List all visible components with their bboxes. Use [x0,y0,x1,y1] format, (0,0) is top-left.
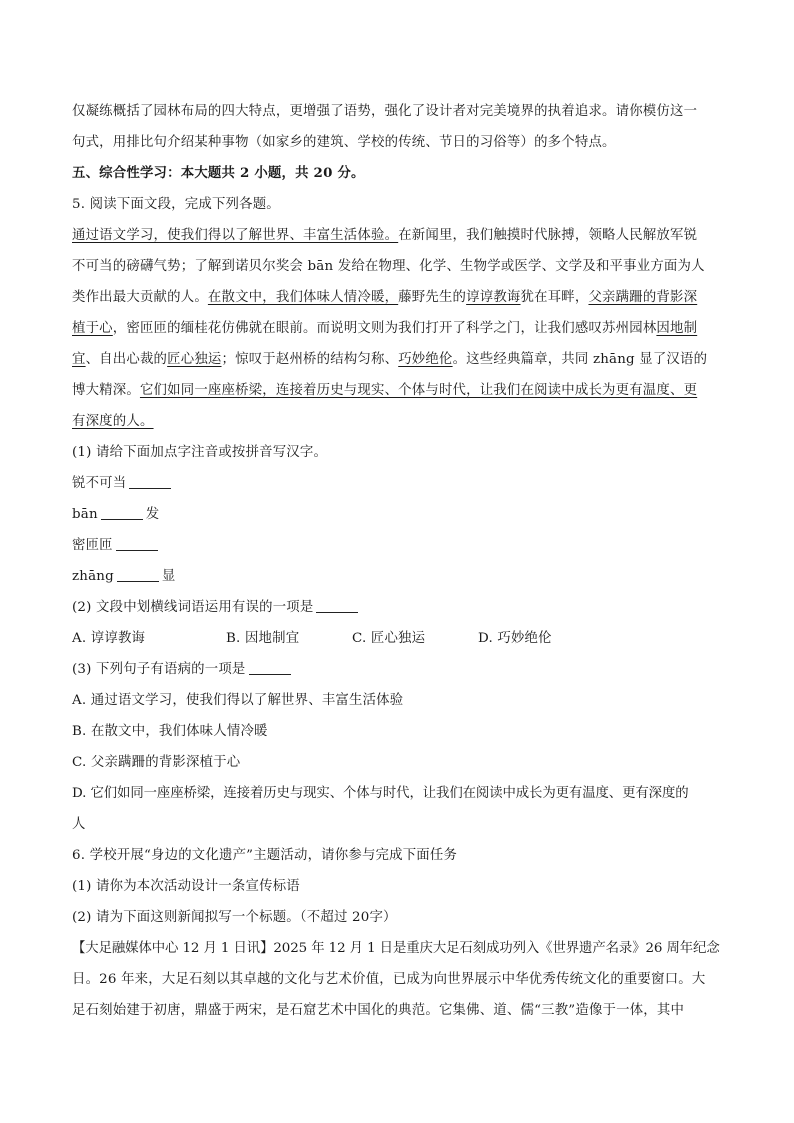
q5-sub-1: (1) 请给下面加点字注音或按拼音写汉字。 [72,445,328,460]
answer-blank[interactable] [117,567,159,582]
question-text: (3) 下列句子有语病的一项是 [72,662,246,677]
intro-line-2: 句式，用排比句介绍某种事物（如家乡的建筑、学校的传统、节日的习俗等）的多个特点。 [72,135,616,150]
fill-label-suffix: 显 [161,569,176,584]
section-heading: 五、综合性学习：本大题共 2 小题，共 20 分。 [72,165,365,181]
q6-sub-1: (1) 请你为本次活动设计一条宣传标语 [72,879,300,894]
q5-sub-2 [72,592,722,623]
underlined-phrase: 谆谆教诲 [466,290,521,305]
option-b-line[interactable]: B. 在散文中，我们体味人情冷暖 [72,724,268,739]
fill-label: 锐不可当 [72,476,127,491]
underlined-phrase: 宜 [72,352,86,367]
passage-line-4 [72,313,722,344]
answer-blank[interactable] [249,660,291,675]
passage-text: ；惊叹于赵州桥的结构匀称、 [221,352,399,367]
option-a[interactable]: A. 谆谆教诲 [72,631,146,646]
underlined-phrase: 因地制 [656,321,698,336]
question-6-title: 6. 学校开展“身边的文化遗产”主题活动，请你参与完成下面任务 [72,848,458,863]
answer-blank[interactable] [116,536,158,551]
underlined-phrase: 有深度的人。 [72,414,154,429]
option-d-line-cont: 人 [72,817,86,832]
q6-sub-2: (2) 请为下面这则新闻拟写一个标题。（不超过 20字） [72,910,397,925]
fill-item-4 [72,561,722,592]
underlined-phrase: 巧妙绝伦 [398,352,453,367]
intro-line-1: 仅凝练概括了园林布局的四大特点，更增强了语势，强化了设计者对完美境界的执着追求。请你模仿这一 [72,104,698,119]
passage-line-7 [72,406,722,437]
passage-text: 藤野先生的 [398,290,467,305]
fill-label: bān [72,507,98,522]
question-5-title: 5. 阅读下面文段，完成下列各题。 [72,197,280,212]
passage-text: 在新闻里，我们触摸时代脉搏，领略人民解放军锐 [398,228,698,243]
fill-item-3 [72,530,722,561]
option-a-line[interactable]: A. 通过语文学习，使我们得以了解世界、丰富生活体验 [72,693,404,708]
fill-label-suffix: 发 [145,507,160,522]
fill-label: 密匝匝 [72,538,113,553]
fill-item-1 [72,468,722,499]
passage-line-1 [72,220,722,251]
passage-line-5 [72,344,722,375]
answer-blank[interactable] [316,598,358,613]
underlined-phrase: 植于心 [72,321,113,336]
news-line-2: 日。26 年来，大足石刻以其卓越的文化与艺术价值，已成为向世界展示中华优秀传统文化的重要窗口。大 [72,972,706,987]
answer-blank[interactable] [101,505,143,520]
document-page [72,96,722,1026]
fill-label: zhāng [72,569,114,584]
passage-line-3 [72,282,722,313]
underlined-phrase: 在散文中，我们体味人情冷暖， [207,290,399,305]
option-c[interactable]: C. 匠心独运 [352,631,426,646]
q5-sub-3 [72,654,722,685]
news-line-1: 【大足融媒体中心 12 月 1 日讯】2025 年 12 月 1 日是重庆大足石刻成功列入《世界遗产名录》26 周年纪念 [72,941,720,956]
question-text: (2) 文段中划横线词语运用有误的一项是 [72,600,314,615]
options-row [72,623,722,654]
passage-line-2: 不可当的磅礴气势；了解到诺贝尔奖会 bān 发给在物理、化学、生物学或医学、文学及和平事业方面为人 [72,259,705,274]
underlined-phrase: 它们如同一座座桥梁，连接着历史与现实、个体与时代，让我们在阅读中成长为更有温度、更 [139,383,698,398]
passage-text: 类作出最大贡献的人。 [72,290,208,305]
passage-text: 。这些经典篇章，共同 zhāng 显了汉语的 [452,352,708,367]
underlined-phrase: 通过语文学习，使我们得以了解世界、丰富生活体验。 [72,228,399,243]
fill-item-2 [72,499,722,530]
answer-blank[interactable] [129,474,171,489]
underlined-phrase: 父亲蹒跚的背影深 [588,290,698,305]
passage-text: 博大精深。 [72,383,140,398]
passage-text: 犹在耳畔， [520,290,589,305]
option-b[interactable]: B. 因地制宜 [226,631,300,646]
passage-line-6 [72,375,722,406]
option-d-line[interactable]: D. 它们如同一座座桥梁，连接着历史与现实、个体与时代，让我们在阅读中成长为更有温度、更有深度的 [72,786,689,801]
underlined-phrase: 匠心独运 [167,352,222,367]
option-c-line[interactable]: C. 父亲蹒跚的背影深植于心 [72,755,241,770]
passage-text: 、自出心裁的 [85,352,168,367]
option-d[interactable]: D. 巧妙绝伦 [478,631,552,646]
passage-text: ，密匝匝的缅桂花仿佛就在眼前。而说明文则为我们打开了科学之门，让我们感叹苏州园林 [112,321,657,336]
news-line-3: 足石刻始建于初唐，鼎盛于两宋，是石窟艺术中国化的典范。它集佛、道、儒“三教”造像于一体，其中 [72,1003,685,1018]
